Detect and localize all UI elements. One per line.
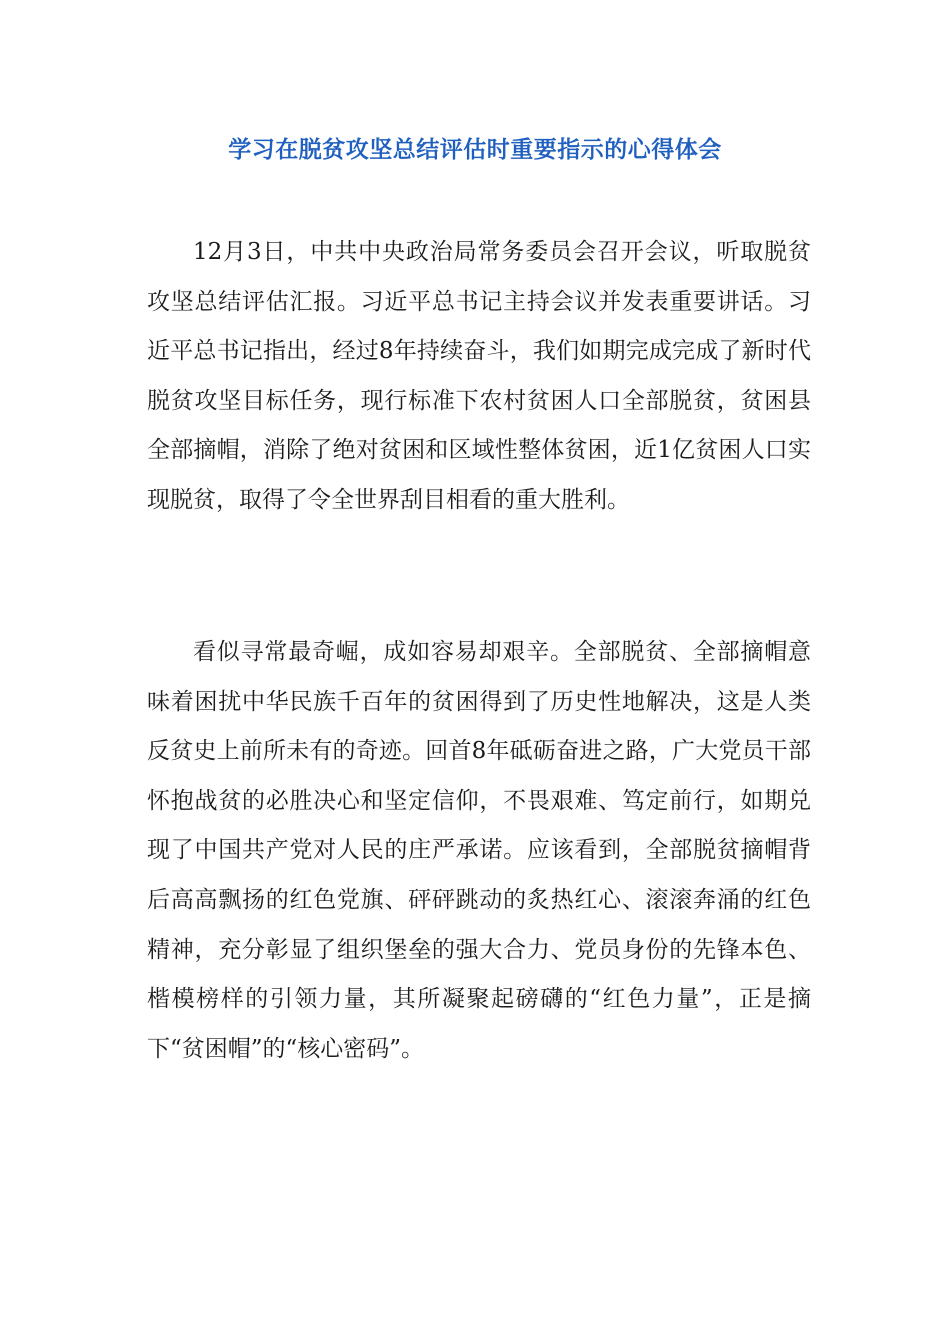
paragraph-2: 看似寻常最奇崛，成如容易却艰辛。全部脱贫、全部摘帽意味着困扰中华民族千百年的贫困得到了历史性地解决，这是人类反贫史上前所未有的奇迹。回首8年砥砺奋进之路，广大党员干部怀抱战贫的必胜决心和坚定信仰，不畏艰难、笃定前行，如期兑现了中国共产党对人民的庄严承诺。应该看到，全部脱贫摘帽背后高高飘扬的红色党旗、砰砰跳动的炙热红心、滚滚奔涌的红色精神，充分彰显了组织堡垒的强大合力、党员身份的先锋本色、楷模榜样的引领力量，其所凝聚起磅礴的“红色力量”，正是摘下“贫困帽”的“核心密码”。 <box>147 639 811 1062</box>
paragraph-1: 12月3日，中共中央政治局常务委员会召开会议，听取脱贫攻坚总结评估汇报。习近平总书记主持会议并发表重要讲话。习近平总书记指出，经过8年持续奋斗，我们如期完成完成了新时代脱贫攻坚目标任务，现行标准下农村贫困人口全部脱贫，贫困县全部摘帽，消除了绝对贫困和区域性整体贫困，近1亿贫困人口实现脱贫，取得了令全世界刮目相看的重大胜利。 <box>147 239 811 513</box>
document-title: 学习在脱贫攻坚总结评估时重要指示的心得体会 <box>228 137 722 163</box>
